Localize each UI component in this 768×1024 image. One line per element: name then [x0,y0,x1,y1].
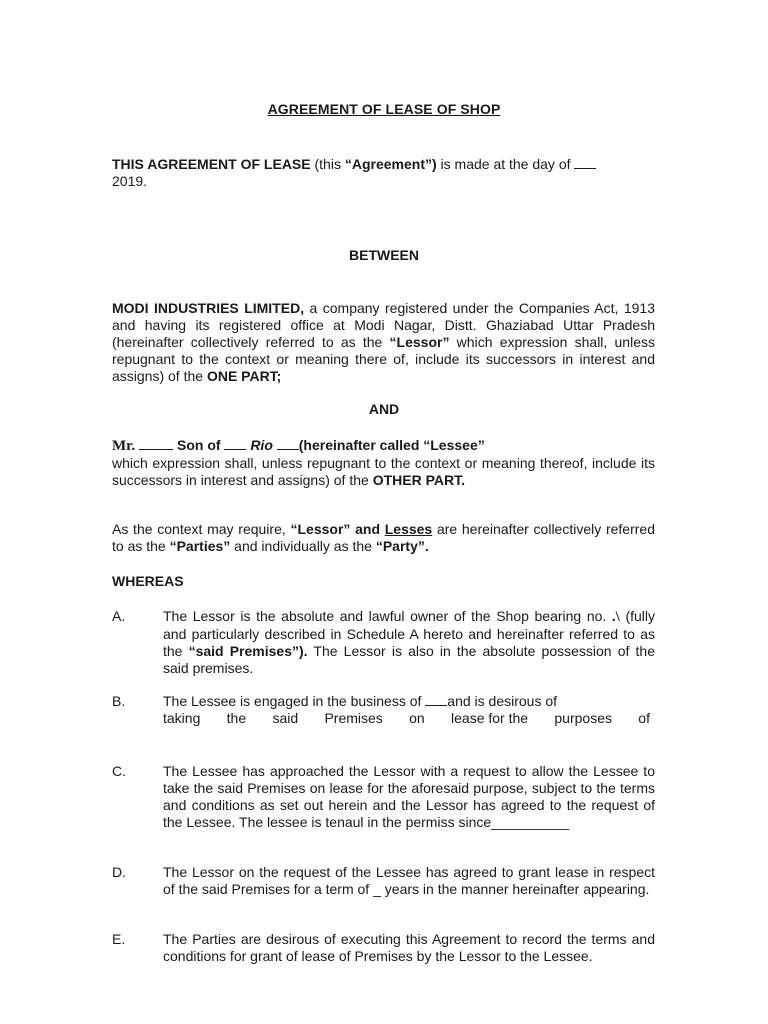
context-text-1: As the context may require, [112,521,291,537]
intro-text: is made at the day of [436,156,575,172]
recital-b-word: said [272,710,299,726]
recital-b-word: purposes [554,710,612,726]
intro-year: 2019. [112,173,148,189]
recital-b-word: Premises [324,710,383,726]
recital-b-word: lease for the [451,710,529,726]
lessee-mr: Mr. [112,438,136,454]
recital-b-word: the [226,710,247,726]
business-blank [425,693,447,706]
other-part: OTHER PART. [372,472,465,488]
lessee-paragraph [112,437,655,489]
and-heading: AND [368,401,400,417]
recital-c-letter: C. [112,763,126,779]
lessee-name-blank [139,437,173,450]
shop-number: .\ [611,609,620,625]
agreement-term: “Agreement”) [344,156,437,172]
recital-d-letter: D. [112,864,126,880]
lesses-term: Lesses [384,521,433,537]
lessor-text-1: a company registered under the Companies Act, 1913 and having its registered office at Modi Nagar, Distt. Ghaziabad Uttar Pradesh (hereinafter collectively referred to as the [112,300,655,350]
recital-a-letter: A. [112,608,126,624]
recital-d-text [163,864,655,898]
lessee-son-of: Son of [173,437,225,453]
recital-b-part-1: The Lessee is engaged in the business of [163,693,426,709]
lessee-extra-blank [277,437,299,450]
lessee-called: (hereinafter called “Lessee” [298,437,485,453]
intro-paren: (this [310,156,345,172]
day-blank [574,156,596,169]
recital-b-word: taking [163,710,201,726]
recital-e-text: The Parties are desirous of executing this Agreement to record the terms and conditions for grant of lease of Premises by the Lessor to the Lessee. [163,931,655,964]
recital-b-line-2 [163,710,650,727]
recital-d-part-1: The Lessor on the request of the Lessee has agreed to grant lease in respect of the said Premises for a term of [163,864,655,897]
recital-b-letter: B. [112,693,126,709]
recital-e-letter: E. [112,931,126,947]
lessee-body [112,455,655,489]
lessee-first-line [112,437,655,455]
recital-b-line-1 [163,693,655,710]
recital-a-part-1: The Lessor is the absolute and lawful owner of the Shop bearing no. [163,608,612,624]
recital-a-part-2: (fully and particularly described in Schedule A hereto and hereinafter referred to as the [163,608,655,659]
one-part: ONE PART; [206,368,282,384]
recital-b-text [163,693,655,727]
term-blank: _ [373,881,381,897]
recital-b-word: on [409,710,425,726]
father-name-blank [224,437,246,450]
recital-b-part-2: and is desirous of [447,693,558,709]
whereas-heading: WHEREAS [112,573,184,589]
document-title: AGREEMENT OF LEASE OF SHOP [267,101,501,117]
recital-d-part-2: years in the manner hereinafter appearing. [380,881,650,897]
intro-paragraph [112,156,655,190]
lessor-name: MODI INDUSTRIES LIMITED, [112,300,305,316]
recital-c-text: The Lessee has approached the Lessor with a request to allow the Lessee to take the said Premises on lease for the aforesaid purpose, subject to the terms and conditions as set out herein and the Lessor has agreed to the request of the Lessee. The lessee is tenaul in the permiss since__________ [163,763,655,830]
context-paragraph [112,521,655,555]
lessee-rio: Rio [250,437,273,453]
parties-term: “Parties” [169,538,231,554]
party-term: “Party”. [375,538,429,554]
lessor-text-2: which expression shall, unless repugnant to the context or meaning there of, include its successors in interest and assigns) of the [112,334,655,384]
lessor-and: “Lessor” and [290,521,385,537]
between-heading: BETWEEN [349,247,419,263]
recital-b-word: of [638,710,650,726]
context-text-3: and individually as the [230,538,376,554]
premises-term: “said Premises”). [188,643,308,659]
context-text-2: are hereinafter collectively referred to as the [112,521,655,554]
lessor-paragraph [112,300,655,385]
recital-a-text [163,608,655,677]
recital-a-part-3: The Lessor is also in the absolute possession of the said premises. [163,643,655,676]
intro-lead: THIS AGREEMENT OF LEASE [112,156,311,172]
lessee-text: which expression shall, unless repugnant to the context or meaning thereof, include its successors in interest and assigns) of the [112,455,655,488]
lessor-term: “Lessor” [389,334,450,350]
